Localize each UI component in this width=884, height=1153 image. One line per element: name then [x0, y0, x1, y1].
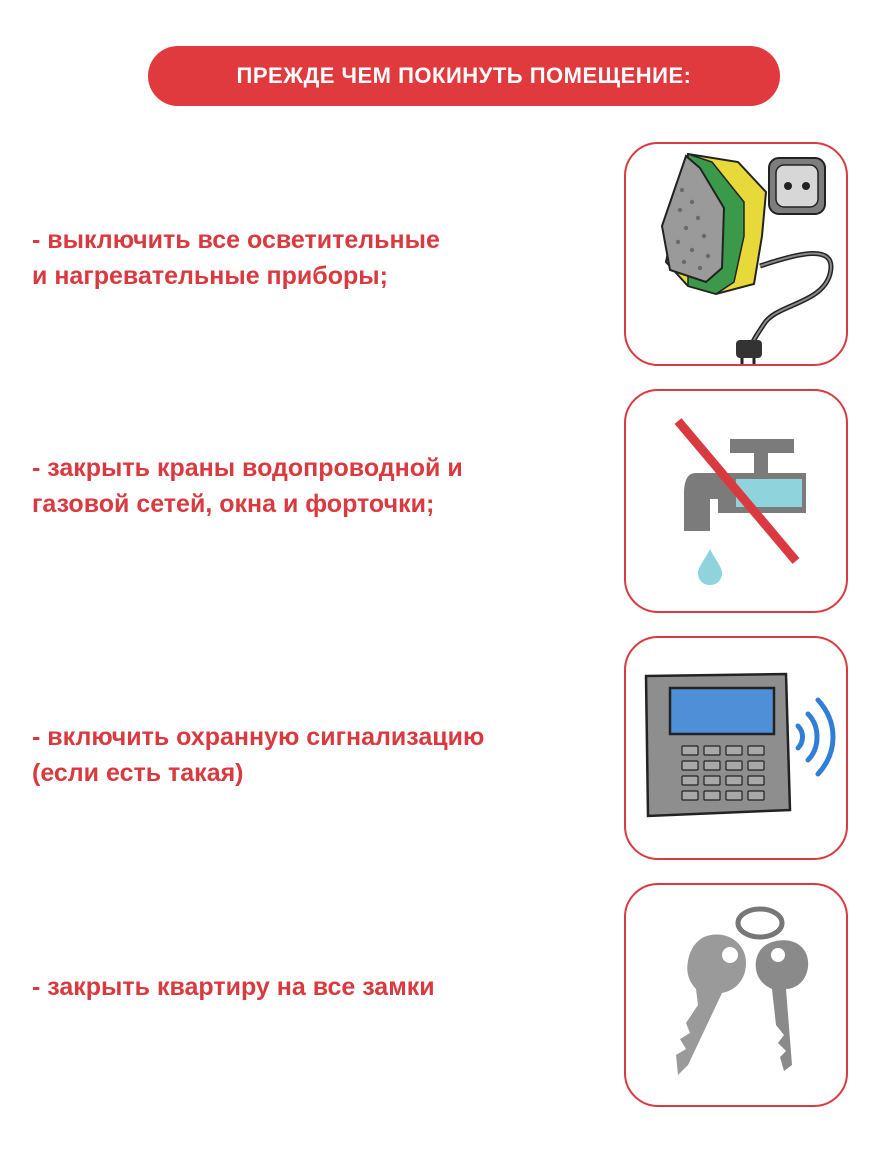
crossed-faucet-icon: [626, 391, 846, 611]
icon-card-1: [624, 142, 848, 366]
instruction-item-3: [32, 719, 484, 791]
icon-card-2: [624, 389, 848, 613]
iron-and-socket-icon: [626, 144, 846, 364]
icon-card-4: [624, 883, 848, 1107]
instruction-line: (если есть такая): [32, 759, 244, 787]
instruction-item-1: [32, 222, 440, 294]
instruction-line: - включить охранную сигнализацию: [32, 723, 485, 751]
instruction-line: - закрыть краны водопроводной и: [32, 454, 463, 482]
instruction-item-4: [32, 969, 435, 1005]
instruction-line: газовой сетей, окна и форточки;: [32, 490, 435, 518]
instruction-line: - закрыть квартиру на все замки: [32, 973, 435, 1001]
header-banner: [148, 46, 780, 106]
icon-card-3: [624, 636, 848, 860]
instruction-item-2: [32, 450, 463, 522]
header-title: ПРЕЖДЕ ЧЕМ ПОКИНУТЬ ПОМЕЩЕНИЕ:: [236, 63, 692, 88]
keys-icon: [626, 885, 846, 1105]
instruction-line: и нагревательные приборы;: [32, 262, 388, 290]
instruction-line: - выключить все осветительные: [32, 226, 440, 254]
alarm-panel-icon: [626, 638, 846, 858]
